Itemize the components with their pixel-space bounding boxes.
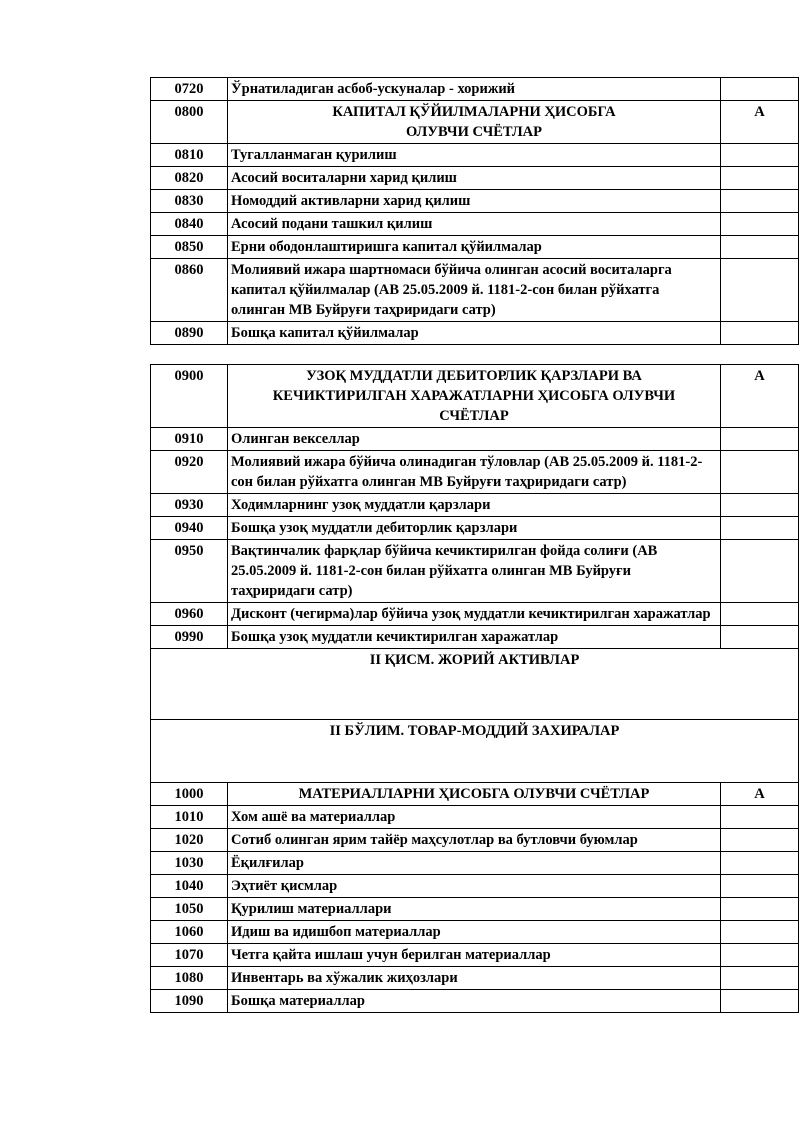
account-name: Сотиб олинган ярим тайёр маҳсулотлар ва бутловчи буюмлар [228,829,721,852]
table-row [151,494,799,517]
account-name: Вақтинчалик фарқлар бўйича кечиктирилган фойда солиғи (АВ 25.05.2009 й. 1181-2-сон билан рўйхатга олинган МВ Буйруғи таҳриридаги сатр) [228,540,721,603]
account-code: 0920 [151,451,228,494]
account-code: 0800 [151,101,228,144]
account-name: Асосий воситаларни харид қилиш [228,167,721,190]
account-type-mark [721,875,799,898]
table-row [151,783,799,806]
account-name: Хом ашё ва материаллар [228,806,721,829]
account-name: Ўрнатиладиган асбоб-ускуналар - хорижий [228,78,721,101]
account-name: Молиявий ижара шартномаси бўйича олинган асосий воситаларга капитал қўйилмалар (АВ 25.05.2009 й. 1181-2-сон билан рўйхатга олинган МВ Буйруғи таҳриридаги сатр) [228,259,721,322]
account-code: 0950 [151,540,228,603]
account-group-heading: УЗОҚ МУДДАТЛИ ДЕБИТОРЛИК ҚАРЗЛАРИ ВА КЕЧИКТИРИЛГАН ХАРАЖАТЛАРНИ ҲИСОБГА ОЛУВЧИ СЧЁТЛАР [228,365,721,428]
account-name: Қурилиш материаллари [228,898,721,921]
account-group-heading: КАПИТАЛ ҚЎЙИЛМАЛАРНИ ҲИСОБГА ОЛУВЧИ СЧЁТЛАР [228,101,721,144]
account-name: Ходимларнинг узоқ муддатли қарзлари [228,494,721,517]
section-title: II БЎЛИМ. ТОВАР-МОДДИЙ ЗАХИРАЛАР [151,720,799,783]
account-code: 0820 [151,167,228,190]
account-type-mark [721,259,799,322]
table-row [151,428,799,451]
account-name: Олинган векселлар [228,428,721,451]
account-code: 1030 [151,852,228,875]
account-type-mark [721,852,799,875]
part-title: II ҚИСМ. ЖОРИЙ АКТИВЛАР [151,649,799,720]
account-code: 0940 [151,517,228,540]
account-type-mark: А [721,783,799,806]
account-type-mark [721,428,799,451]
account-code: 1050 [151,898,228,921]
table-row [151,517,799,540]
account-type-mark [721,190,799,213]
account-type-mark [721,144,799,167]
account-code: 1040 [151,875,228,898]
table-row [151,898,799,921]
account-name: Идиш ва идишбоп материаллар [228,921,721,944]
account-type-mark [721,626,799,649]
account-code: 0850 [151,236,228,259]
table-row [151,322,799,345]
account-type-mark [721,322,799,345]
account-type-mark [721,990,799,1013]
account-name: Номоддий активларни харид қилиш [228,190,721,213]
account-type-mark [721,898,799,921]
account-type-mark [721,236,799,259]
table-row [151,967,799,990]
account-type-mark [721,451,799,494]
account-code: 0960 [151,603,228,626]
account-code: 1000 [151,783,228,806]
table-row [151,144,799,167]
account-name: Асосий подани ташкил қилиш [228,213,721,236]
account-name: Дисконт (чегирма)лар бўйича узоқ муддатли кечиктирилган харажатлар [228,603,721,626]
account-type-mark [721,540,799,603]
table-row [151,451,799,494]
account-type-mark: А [721,365,799,428]
account-code: 0890 [151,322,228,345]
account-type-mark [721,806,799,829]
account-type-mark [721,944,799,967]
account-code: 0810 [151,144,228,167]
account-code: 0840 [151,213,228,236]
accounts-table-capital-investments [150,77,799,345]
table-row [151,101,799,144]
table-row [151,190,799,213]
accounts-table-long-term-and-current-assets [150,364,799,1013]
account-code: 0910 [151,428,228,451]
table-row [151,626,799,649]
account-type-mark [721,517,799,540]
table-row [151,829,799,852]
account-code: 1020 [151,829,228,852]
account-code: 1090 [151,990,228,1013]
table-row [151,365,799,428]
table-row [151,806,799,829]
table-row [151,259,799,322]
account-name: Инвентарь ва хўжалик жиҳозлари [228,967,721,990]
account-code: 1010 [151,806,228,829]
table-row [151,78,799,101]
account-name: Молиявий ижара бўйича олинадиган тўловлар (АВ 25.05.2009 й. 1181-2-сон билан рўйхатга олинган МВ Буйруғи таҳриридаги сатр) [228,451,721,494]
account-code: 1060 [151,921,228,944]
account-name: Четга қайта ишлаш учун берилган материаллар [228,944,721,967]
account-type-mark [721,494,799,517]
account-code: 1080 [151,967,228,990]
account-name: Бошқа узоқ муддатли дебиторлик қарзлари [228,517,721,540]
table-row [151,213,799,236]
account-code: 0860 [151,259,228,322]
table-row [151,720,799,783]
table-row [151,875,799,898]
table-row [151,540,799,603]
table-row [151,236,799,259]
account-code: 1070 [151,944,228,967]
table-row [151,944,799,967]
account-name: Тугалланмаган қурилиш [228,144,721,167]
account-code: 0900 [151,365,228,428]
table-row [151,649,799,720]
account-type-mark [721,213,799,236]
table-row [151,990,799,1013]
account-name: Бошқа материаллар [228,990,721,1013]
account-type-mark [721,967,799,990]
account-name: Эҳтиёт қисмлар [228,875,721,898]
account-type-mark [721,167,799,190]
table-row [151,167,799,190]
account-name: Ерни ободонлаштиришга капитал қўйилмалар [228,236,721,259]
table-row [151,921,799,944]
account-type-mark: А [721,101,799,144]
table-row [151,603,799,626]
account-code: 0830 [151,190,228,213]
account-code: 0720 [151,78,228,101]
account-name: Бошқа капитал қўйилмалар [228,322,721,345]
table-row [151,852,799,875]
account-name: Бошқа узоқ муддатли кечиктирилган харажатлар [228,626,721,649]
account-code: 0990 [151,626,228,649]
account-type-mark [721,829,799,852]
account-type-mark [721,603,799,626]
account-type-mark [721,921,799,944]
account-group-heading: МАТЕРИАЛЛАРНИ ҲИСОБГА ОЛУВЧИ СЧЁТЛАР [228,783,721,806]
account-name: Ёқилғилар [228,852,721,875]
account-code: 0930 [151,494,228,517]
account-type-mark [721,78,799,101]
